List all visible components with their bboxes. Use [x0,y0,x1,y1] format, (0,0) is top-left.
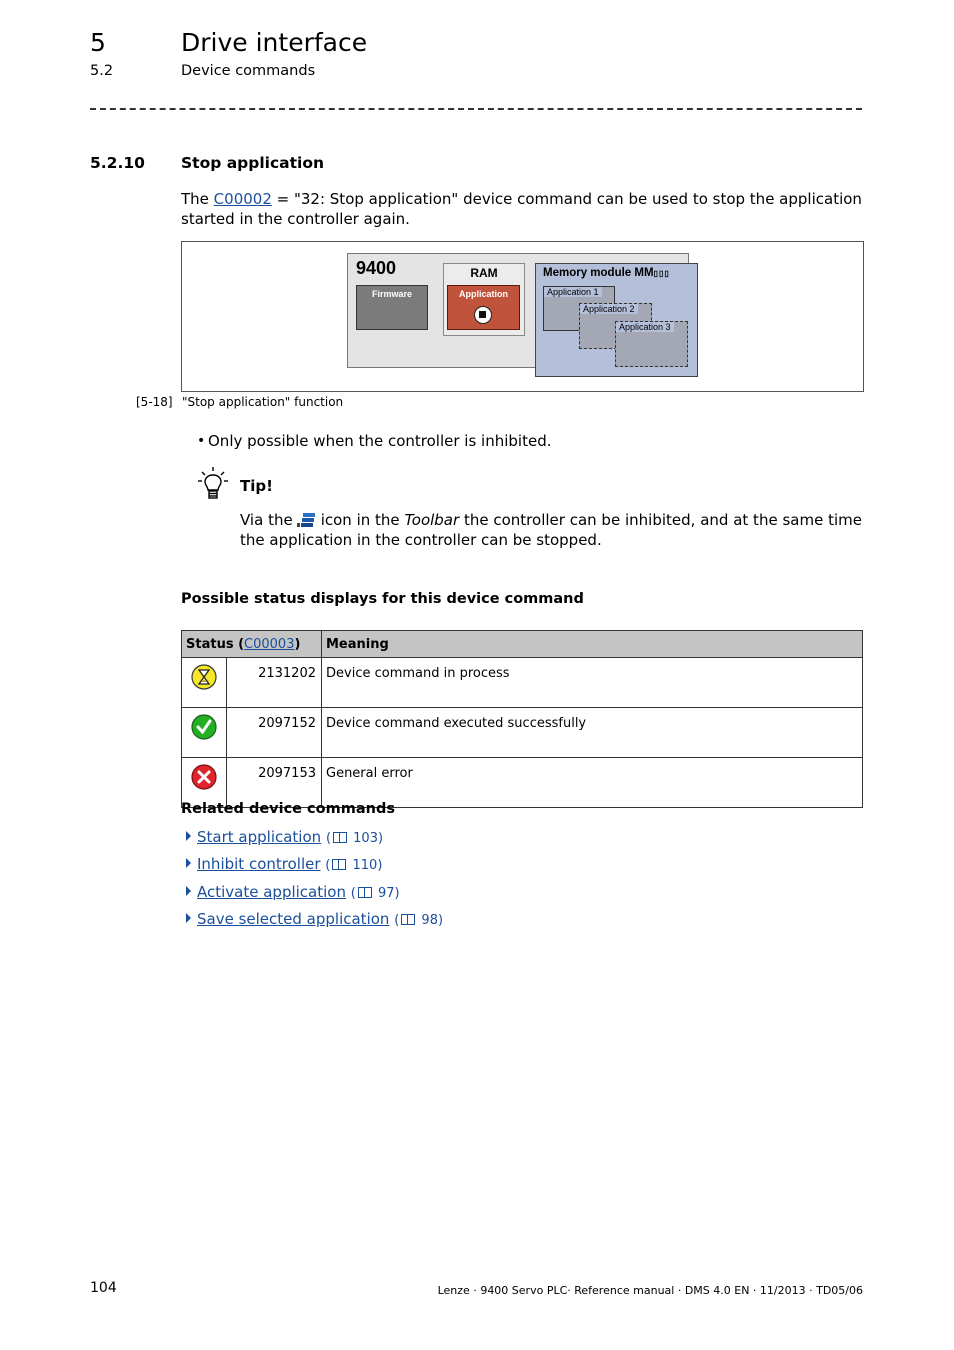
ram-label: RAM [470,266,498,280]
arrow-right-icon [186,886,191,896]
arrow-right-icon [186,913,191,923]
figure-caption-number: [5-18] [136,395,173,409]
table-row [182,708,863,758]
check-icon [191,714,217,740]
meaning-column-header: Meaning [322,631,863,658]
hourglass-icon [191,664,217,690]
header-divider [90,108,862,110]
tip-text [240,510,862,550]
section-title: Device commands [181,63,316,79]
bullet-icon: • [197,433,206,449]
tip-text-middle: icon in the [320,511,405,529]
stop-icon [474,306,492,324]
status-heading: Possible status displays for this device command [181,591,584,607]
status-meaning: Device command executed successfully [322,708,863,758]
intro-paragraph [181,190,863,229]
firmware-box: Firmware [356,285,428,330]
inhibit-toolbar-icon [297,512,317,528]
memory-module-text: Memory module MM [543,267,654,279]
status-code: 2131202 [227,658,322,708]
status-meaning: General error [322,758,863,808]
status-column-header [182,631,322,658]
book-icon [332,859,346,870]
tip-text-after: the controller can be inhibited, and at the same time the application in the controller can be stopped. [240,511,862,549]
status-meaning: Device command in process [322,658,863,708]
status-code: 2097153 [227,758,322,808]
page-reference[interactable]: ( 110) [325,858,383,873]
memory-app-2-label: Application 2 [580,304,638,314]
device-label: 9400 [356,258,397,278]
page-number: 104 [90,1280,117,1296]
related-link[interactable]: Inhibit controller [197,855,321,873]
status-code: 2097152 [227,708,322,758]
related-heading: Related device commands [181,801,395,817]
related-item-start-application[interactable] [186,828,383,846]
status-table [181,630,863,808]
status-icon-cell [182,708,227,758]
related-link[interactable]: Save selected application [197,910,390,928]
page-number: 97 [377,886,395,901]
memory-app-1-label: Application 1 [544,287,602,297]
code-link-c00002[interactable]: C00002 [213,190,272,208]
memory-module-label [543,267,670,279]
tip-text-before: Via the [240,511,293,529]
page-reference[interactable]: ( 97) [350,886,400,901]
page-number: 98 [421,913,438,928]
status-icon-cell [182,658,227,708]
page-reference[interactable]: ( 103) [325,831,384,846]
related-item-inhibit-controller[interactable] [186,855,382,873]
page-number: 103 [353,831,378,846]
memory-module-suffix: ▯▯▯ [653,269,670,278]
section-number: 5.2 [90,63,114,79]
tip-label: Tip! [240,477,273,495]
arrow-right-icon [186,831,191,841]
page-reference[interactable]: ( 98) [394,913,444,928]
bullet-text: Only possible when the controller is inhibited. [208,432,552,450]
status-header-prefix: Status ( [186,636,245,652]
related-link[interactable]: Start application [197,828,322,846]
memory-app-3 [615,321,688,367]
lightbulb-icon [196,466,230,500]
footer-text: Lenze · 9400 Servo PLC· Reference manual · DMS 4.0 EN · 11/2013 · TD05/06 [437,1284,863,1297]
figure-caption-text: "Stop application" function [182,395,344,409]
table-row [182,658,863,708]
page-number: 110 [352,858,378,873]
book-icon [333,832,347,843]
intro-prefix: The [181,190,214,208]
code-link-c00003[interactable]: C00003 [244,636,295,652]
arrow-right-icon [186,858,191,868]
tip-toolbar-word: Toolbar [404,511,460,529]
chapter-title: Drive interface [181,28,368,57]
table-row [182,758,863,808]
application-box: Application [447,285,520,330]
table-header-row [182,631,863,658]
related-item-save-selected-application[interactable] [186,910,443,928]
status-header-suffix: ) [294,636,301,652]
book-icon [401,914,415,925]
memory-app-3-label: Application 3 [616,322,674,332]
book-icon [358,887,372,898]
intro-suffix: = "32: Stop application" device command can be used to stop the application started in the controller again. [181,190,862,228]
related-link[interactable]: Activate application [197,883,346,901]
status-icon-cell [182,758,227,808]
error-icon [191,764,217,790]
related-item-activate-application[interactable] [186,883,400,901]
subsection-title: Stop application [181,154,325,172]
chapter-number: 5 [90,28,106,57]
subsection-number: 5.2.10 [90,154,145,172]
